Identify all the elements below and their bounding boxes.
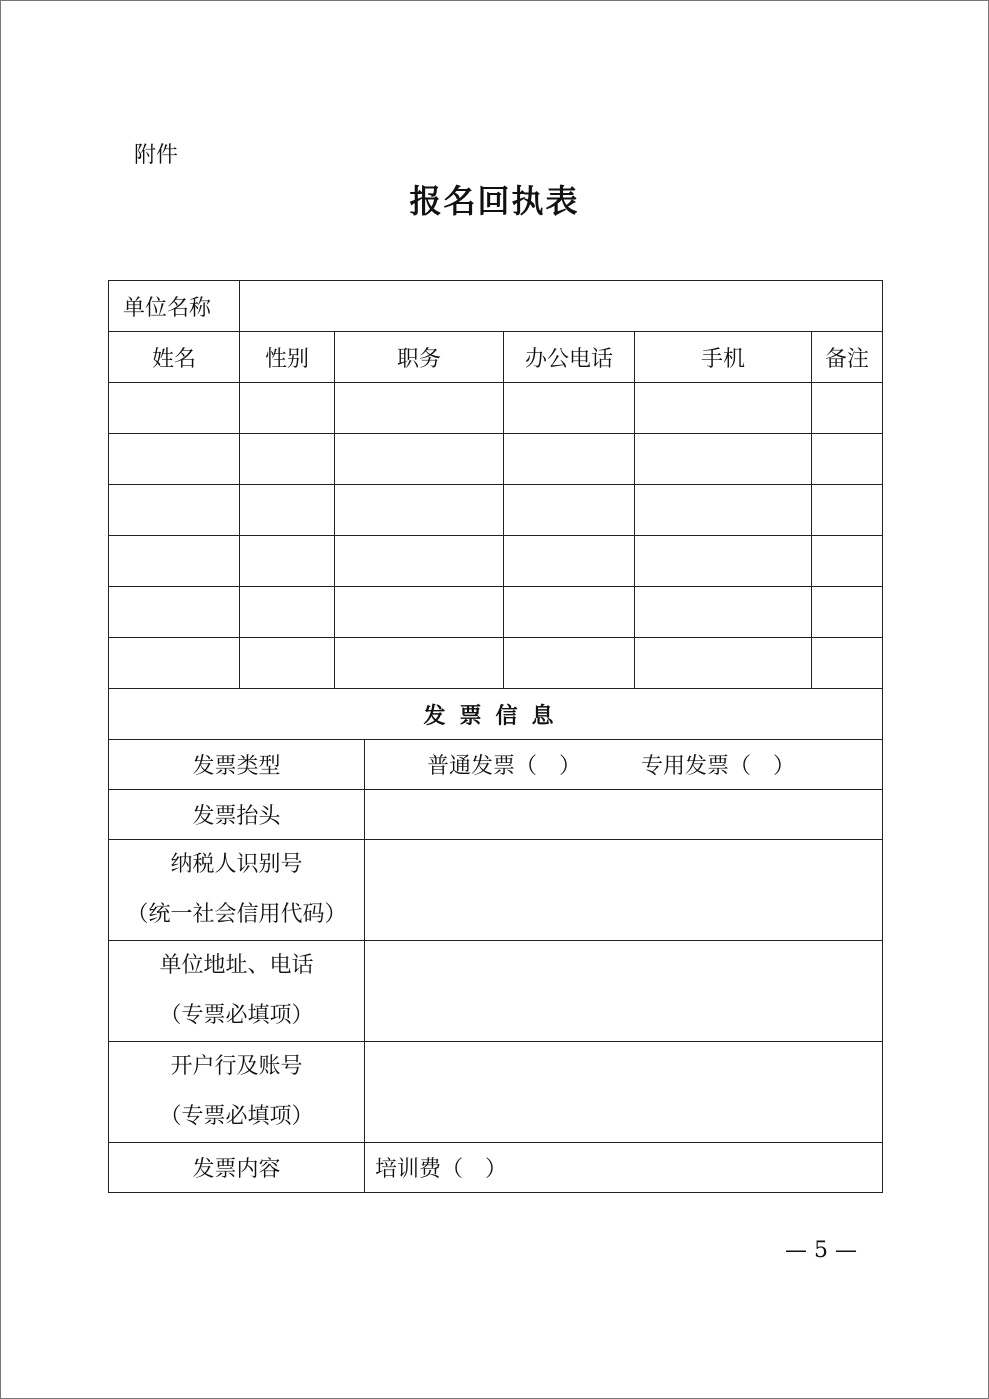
name-cell[interactable]: [109, 536, 240, 587]
gender-cell[interactable]: [240, 587, 335, 638]
column-header: 姓名: [109, 332, 240, 383]
remarks-cell[interactable]: [812, 434, 883, 485]
unit-name-label: 单位名称: [109, 281, 240, 332]
office-phone-cell[interactable]: [504, 536, 635, 587]
remarks-cell[interactable]: [812, 536, 883, 587]
gender-cell[interactable]: [240, 485, 335, 536]
attachment-label: 附件: [134, 143, 179, 168]
column-header-row: [109, 332, 883, 383]
position-cell[interactable]: [335, 485, 504, 536]
office-phone-cell[interactable]: [504, 485, 635, 536]
mobile-cell[interactable]: [635, 536, 812, 587]
address-label: [109, 941, 365, 1042]
mobile-cell[interactable]: [635, 638, 812, 689]
gender-cell[interactable]: [240, 383, 335, 434]
bank-label-line2: （专票必填项）: [159, 1104, 314, 1129]
invoice-type-label: 发票类型: [109, 740, 365, 790]
name-cell[interactable]: [109, 434, 240, 485]
name-cell[interactable]: [109, 587, 240, 638]
name-cell[interactable]: [109, 383, 240, 434]
invoice-type-options: [365, 740, 883, 790]
attendee-row: [109, 638, 883, 689]
tax-id-label: [109, 840, 365, 941]
tax-id-label-line1: 纳税人识别号: [170, 852, 303, 877]
position-cell[interactable]: [335, 434, 504, 485]
attendee-row: [109, 434, 883, 485]
column-header: 备注: [812, 332, 883, 383]
invoice-header-field[interactable]: [365, 790, 883, 840]
position-cell[interactable]: [335, 638, 504, 689]
remarks-cell[interactable]: [812, 587, 883, 638]
position-cell[interactable]: [335, 587, 504, 638]
position-cell[interactable]: [335, 383, 504, 434]
unit-name-field[interactable]: [240, 281, 883, 332]
attendee-row: [109, 485, 883, 536]
page-title: 报名回执表: [409, 182, 580, 220]
position-cell[interactable]: [335, 536, 504, 587]
remarks-cell[interactable]: [812, 383, 883, 434]
attendee-table: [108, 280, 883, 740]
office-phone-cell[interactable]: [504, 638, 635, 689]
address-field[interactable]: [365, 941, 883, 1042]
gender-cell[interactable]: [240, 638, 335, 689]
tax-id-field[interactable]: [365, 840, 883, 941]
remarks-cell[interactable]: [812, 638, 883, 689]
office-phone-cell[interactable]: [504, 587, 635, 638]
attendee-row: [109, 383, 883, 434]
special-invoice-option[interactable]: 专用发票（ ）: [641, 754, 796, 779]
invoice-content-field[interactable]: 培训费（ ）: [365, 1143, 883, 1193]
invoice-section-title: 发票信息: [109, 689, 883, 740]
mobile-cell[interactable]: [635, 587, 812, 638]
bank-field[interactable]: [365, 1042, 883, 1143]
address-label-line2: （专票必填项）: [159, 1003, 314, 1028]
registration-form: [108, 280, 882, 1193]
gender-cell[interactable]: [240, 434, 335, 485]
address-label-line1: 单位地址、电话: [159, 953, 314, 978]
mobile-cell[interactable]: [635, 434, 812, 485]
normal-invoice-option[interactable]: 普通发票（ ）: [427, 754, 582, 779]
column-header: 性别: [240, 332, 335, 383]
column-header: 职务: [335, 332, 504, 383]
remarks-cell[interactable]: [812, 485, 883, 536]
gender-cell[interactable]: [240, 536, 335, 587]
office-phone-cell[interactable]: [504, 434, 635, 485]
bank-label: [109, 1042, 365, 1143]
bank-label-line1: 开户行及账号: [170, 1054, 303, 1079]
attendee-row: [109, 536, 883, 587]
name-cell[interactable]: [109, 485, 240, 536]
mobile-cell[interactable]: [635, 383, 812, 434]
column-header: 手机: [635, 332, 812, 383]
page-number: — 5 —: [785, 1238, 857, 1263]
tax-id-label-line2: （统一社会信用代码）: [126, 902, 347, 927]
invoice-header-label: 发票抬头: [109, 790, 365, 840]
invoice-table: [108, 739, 883, 1193]
mobile-cell[interactable]: [635, 485, 812, 536]
name-cell[interactable]: [109, 638, 240, 689]
attendee-row: [109, 587, 883, 638]
invoice-content-label: 发票内容: [109, 1143, 365, 1193]
office-phone-cell[interactable]: [504, 383, 635, 434]
column-header: 办公电话: [504, 332, 635, 383]
